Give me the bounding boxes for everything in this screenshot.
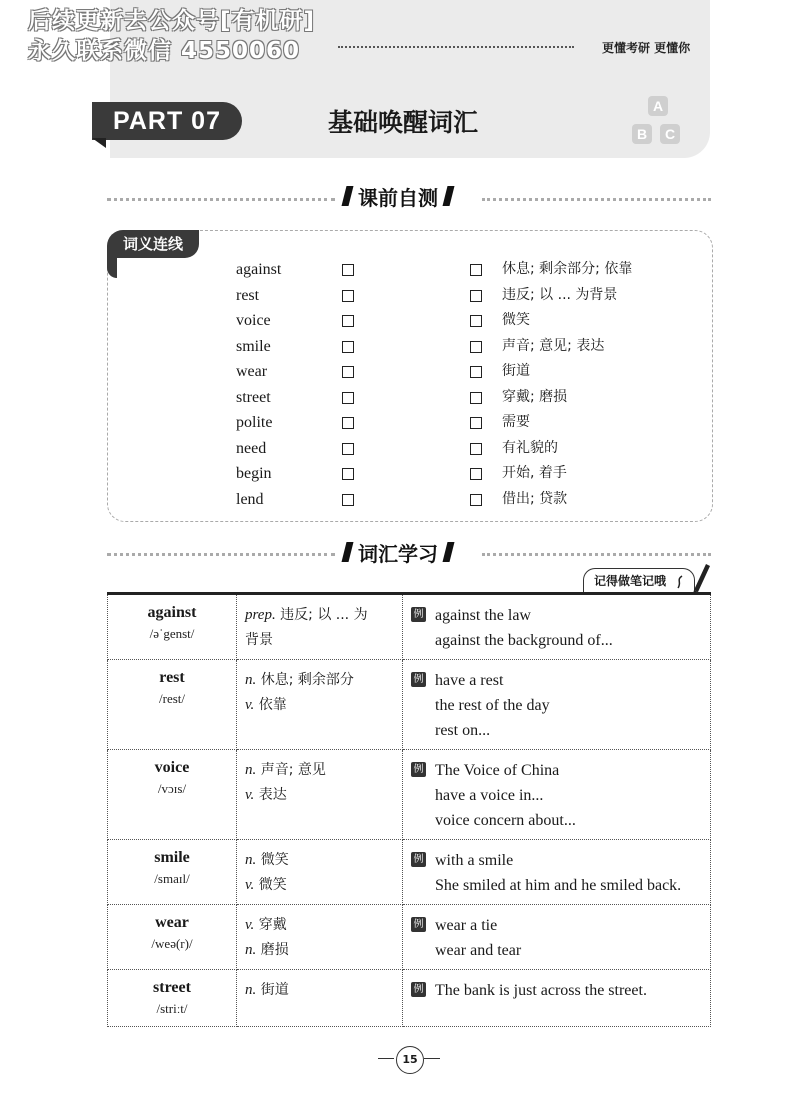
slogan: 更懂考研 更懂你 <box>602 41 691 55</box>
definition-text: 穿戴 <box>254 917 287 933</box>
matching-word: street <box>236 388 271 406</box>
matching-row <box>0 436 800 461</box>
example-cell <box>403 750 711 840</box>
matching-word: need <box>236 439 267 457</box>
example-phrase: the rest of the day <box>435 697 550 714</box>
definition-line <box>245 628 394 653</box>
part-of-speech: n. <box>245 672 257 688</box>
matching-row <box>0 257 800 282</box>
matching-word: against <box>236 261 282 278</box>
definition-line <box>245 603 394 628</box>
vocab-row <box>108 594 711 660</box>
section-title-pretest: 课前自测 <box>344 182 452 211</box>
matching-row <box>0 487 800 512</box>
matching-row <box>0 334 800 359</box>
definition-text: 微笑 <box>256 852 289 868</box>
match-checkbox-left[interactable] <box>342 494 354 506</box>
definition-cell <box>237 594 403 660</box>
match-checkbox-right[interactable] <box>470 392 482 404</box>
example-icon: 例 <box>411 672 426 687</box>
matching-row <box>0 385 800 410</box>
definition-line <box>245 848 394 873</box>
example-phrase: have a voice in... <box>435 787 544 804</box>
part-of-speech: v. <box>245 787 255 803</box>
matching-row <box>0 283 800 308</box>
abc-letter-b: B <box>632 124 652 144</box>
matching-row <box>0 308 800 333</box>
part-badge: PART 07 <box>92 102 242 140</box>
vocab-row <box>108 660 711 750</box>
definition-text: 休息; 剩余部分 <box>256 672 354 688</box>
match-checkbox-left[interactable] <box>342 315 354 327</box>
definition-text: 违反; 以 ... 为 <box>275 607 368 623</box>
matching-row <box>0 410 800 435</box>
example-phrase: The Voice of China <box>435 762 560 779</box>
definition-line <box>245 783 394 808</box>
matching-row <box>0 461 800 486</box>
page-title: 基础唤醒词汇 <box>328 108 479 137</box>
matching-meaning: 微笑 <box>502 312 530 328</box>
headword: rest <box>159 669 185 686</box>
example-phrase: wear and tear <box>435 942 522 959</box>
phonetic: /smaɪl/ <box>154 871 190 886</box>
example-icon: 例 <box>411 762 426 777</box>
matching-word: rest <box>236 286 260 304</box>
example-phrase: with a smile <box>435 852 514 869</box>
phonetic: /vɔɪs/ <box>157 781 187 796</box>
section-divider-right-2 <box>482 553 711 556</box>
match-checkbox-right[interactable] <box>470 290 482 302</box>
matching-word: smile <box>236 337 271 355</box>
match-checkbox-right[interactable] <box>470 341 482 353</box>
match-checkbox-left[interactable] <box>342 443 354 455</box>
headword-cell <box>108 905 237 970</box>
note-reminder-tag: 记得做笔记哦 <box>583 568 695 592</box>
watermark-line-2: 永久联系微信 4550060 <box>28 38 301 64</box>
matching-word: wear <box>236 363 268 380</box>
watermark-line-1: 后续更新去公众号[有机研] <box>28 8 316 34</box>
matching-meaning: 声音; 意见; 表达 <box>502 337 605 354</box>
example-phrase: against the background of... <box>435 632 613 649</box>
example-phrase: rest on... <box>435 722 491 739</box>
abc-icon <box>628 96 688 148</box>
definition-text: 微笑 <box>254 877 287 893</box>
matching-tab: 词义连线 <box>107 230 199 258</box>
page-number-rule-left <box>378 1058 394 1059</box>
headword-cell <box>108 660 237 750</box>
match-checkbox-left[interactable] <box>342 366 354 378</box>
definition-cell <box>237 970 403 1027</box>
definition-line <box>245 873 394 898</box>
match-checkbox-left[interactable] <box>342 392 354 404</box>
example-cell <box>403 594 711 660</box>
example-phrase: The bank is just across the street. <box>435 982 647 999</box>
part-of-speech: v. <box>245 917 255 933</box>
definition-line <box>245 758 394 783</box>
definition-cell <box>237 840 403 905</box>
definition-text: 背景 <box>245 632 273 648</box>
matching-meaning: 违反; 以 ... 为背景 <box>502 286 618 303</box>
part-of-speech: n. <box>245 762 257 778</box>
pen-icon <box>672 560 712 594</box>
matching-word: voice <box>236 312 271 329</box>
header-dotted-rule <box>338 46 574 48</box>
example-icon: 例 <box>411 852 426 867</box>
definition-line <box>245 978 394 1003</box>
definition-text: 依靠 <box>254 697 287 713</box>
example-phrase: voice concern about... <box>435 812 576 829</box>
matching-word: lend <box>236 490 264 508</box>
part-of-speech: prep. <box>245 607 276 623</box>
example-phrase: against the law <box>435 607 531 624</box>
part-of-speech: n. <box>245 852 257 868</box>
example-cell <box>403 840 711 905</box>
vocab-row <box>108 970 711 1027</box>
abc-letter-c: C <box>660 124 680 144</box>
example-cell <box>403 970 711 1027</box>
definition-line <box>245 938 394 963</box>
definition-cell <box>237 660 403 750</box>
match-checkbox-left[interactable] <box>342 341 354 353</box>
definition-text: 表达 <box>254 787 287 803</box>
match-checkbox-right[interactable] <box>470 264 482 276</box>
vocab-row <box>108 840 711 905</box>
example-cell <box>403 905 711 970</box>
part-of-speech: n. <box>245 982 257 998</box>
definition-text: 磨损 <box>256 942 289 958</box>
example-phrase: wear a tie <box>435 917 498 934</box>
phonetic: /əˈgenst/ <box>149 626 195 641</box>
watermark <box>28 6 315 66</box>
matching-meaning: 需要 <box>502 414 530 430</box>
section-divider-left-2 <box>107 553 335 556</box>
definition-line <box>245 693 394 718</box>
part-badge-tail <box>92 138 106 148</box>
section-divider-right <box>482 198 711 201</box>
definition-cell <box>237 750 403 840</box>
example-icon: 例 <box>411 917 426 932</box>
definition-line <box>245 668 394 693</box>
example-cell <box>403 660 711 750</box>
headword: street <box>153 979 191 996</box>
definition-line <box>245 913 394 938</box>
matching-word: polite <box>236 414 273 431</box>
headword-cell <box>108 594 237 660</box>
headword: smile <box>154 849 190 866</box>
definition-text: 声音; 意见 <box>256 762 326 778</box>
matching-meaning: 开始, 着手 <box>502 465 567 481</box>
page-number: 15 <box>396 1046 424 1074</box>
matching-meaning: 有礼貌的 <box>502 439 558 456</box>
example-icon: 例 <box>411 607 426 622</box>
matching-meaning: 休息; 剩余部分; 依靠 <box>502 261 633 277</box>
matching-word: begin <box>236 465 272 482</box>
section-divider-left <box>107 198 335 201</box>
part-of-speech: v. <box>245 697 255 713</box>
definition-cell <box>237 905 403 970</box>
vocab-table <box>107 592 711 1027</box>
headword: against <box>147 604 197 621</box>
headword: voice <box>154 759 190 776</box>
vocab-row <box>108 750 711 840</box>
abc-letter-a: A <box>648 96 668 116</box>
section-title-study: 词汇学习 <box>344 538 452 567</box>
part-of-speech: v. <box>245 877 255 893</box>
matching-meaning: 穿戴; 磨损 <box>502 388 568 405</box>
example-phrase: have a rest <box>435 672 504 689</box>
headword-cell <box>108 970 237 1027</box>
matching-meaning: 借出; 贷款 <box>502 490 568 507</box>
example-phrase: She smiled at him and he smiled back. <box>435 877 682 894</box>
phonetic: /striːt/ <box>156 1001 188 1016</box>
matching-meaning: 街道 <box>502 363 530 379</box>
match-checkbox-right[interactable] <box>470 443 482 455</box>
vocab-row <box>108 905 711 970</box>
match-checkbox-right[interactable] <box>470 417 482 429</box>
match-checkbox-left[interactable] <box>342 417 354 429</box>
match-checkbox-right[interactable] <box>470 366 482 378</box>
match-checkbox-left[interactable] <box>342 290 354 302</box>
headword-cell <box>108 840 237 905</box>
match-checkbox-right[interactable] <box>470 315 482 327</box>
matching-row <box>0 359 800 384</box>
phonetic: /rest/ <box>159 691 185 706</box>
match-checkbox-left[interactable] <box>342 264 354 276</box>
example-icon: 例 <box>411 982 426 997</box>
definition-text: 街道 <box>256 982 289 998</box>
headword: wear <box>155 914 189 931</box>
match-checkbox-right[interactable] <box>470 468 482 480</box>
headword-cell <box>108 750 237 840</box>
page-number-rule-right <box>424 1058 440 1059</box>
match-checkbox-left[interactable] <box>342 468 354 480</box>
part-of-speech: n. <box>245 942 257 958</box>
phonetic: /weə(r)/ <box>151 936 193 951</box>
match-checkbox-right[interactable] <box>470 494 482 506</box>
